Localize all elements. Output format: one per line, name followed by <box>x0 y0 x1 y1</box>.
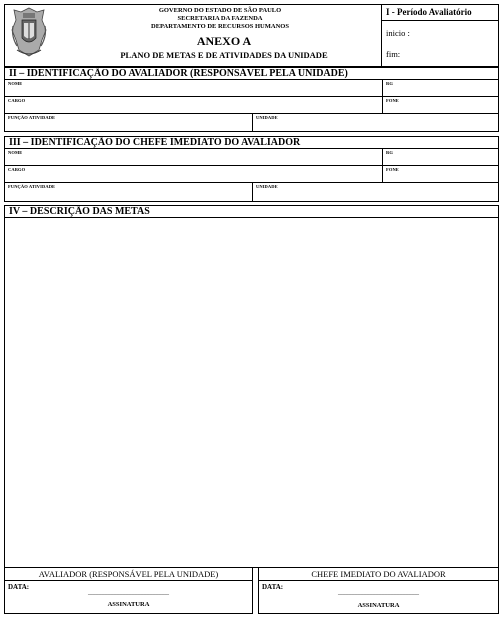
supervisor-unit-field[interactable] <box>252 182 499 202</box>
evaluator-function-field[interactable] <box>4 113 253 132</box>
period-title: I - Período Avaliatório <box>386 7 472 17</box>
annex-subtitle: PLANO DE METAS E DE ATIVIDADES DA UNIDADE <box>120 50 328 60</box>
signature-right-title: CHEFE IMEDIATO DO AVALIADOR <box>311 569 446 579</box>
evaluator-cargo-field[interactable] <box>4 96 383 114</box>
signature-left-line[interactable]: ___________________________ <box>88 590 169 596</box>
period-end-field[interactable]: fim: <box>386 49 401 59</box>
signature-left-title: AVALIADOR (RESPONSÁVEL PELA UNIDADE) <box>38 569 219 579</box>
government-name: GOVERNO DO ESTADO DE SÃO PAULO <box>158 7 282 14</box>
annex-title: ANEXO A <box>196 34 252 48</box>
evaluator-section-title-text: II – IDENTIFICAÇÃO DO AVALIADOR (RESPONSÁVEL PELA UNIDADE) <box>9 68 348 79</box>
supervisor-name-field[interactable] <box>4 148 383 166</box>
supervisor-cargo-label: CARGO <box>8 167 26 172</box>
period-title-underline <box>381 20 499 21</box>
goals-description-area[interactable] <box>4 217 499 568</box>
signature-right-line[interactable]: ___________________________ <box>338 590 419 596</box>
evaluator-phone-field[interactable] <box>382 96 499 114</box>
signature-left-title-divider <box>4 580 253 581</box>
signature-right-sign-label: ASSINATURA <box>357 602 400 609</box>
signature-left-sign-label: ASSINATURA <box>107 601 150 608</box>
supervisor-name-label: NOME <box>8 150 23 155</box>
secretariat-name: SECRETARIA DA FAZENDA <box>177 15 263 22</box>
supervisor-rg-label: RG <box>386 150 393 155</box>
supervisor-phone-field[interactable] <box>382 165 499 183</box>
supervisor-function-label: FUNÇÃO ATIVIDADE <box>8 184 56 189</box>
evaluator-name-label: NOME <box>8 81 23 86</box>
supervisor-cargo-field[interactable] <box>4 165 383 183</box>
supervisor-function-field[interactable] <box>4 182 253 202</box>
evaluator-unit-field[interactable] <box>252 113 499 132</box>
supervisor-rg-field[interactable] <box>382 148 499 166</box>
state-coat-of-arms-icon <box>9 6 49 58</box>
evaluator-function-label: FUNÇÃO ATIVIDADE <box>8 115 56 120</box>
evaluator-phone-label: FONE <box>386 98 399 103</box>
evaluator-rg-field[interactable] <box>382 79 499 97</box>
supervisor-phone-label: FONE <box>386 167 399 172</box>
goals-section-title-text: IV – DESCRIÇÃO DAS METAS <box>9 206 150 217</box>
department-name: DEPARTAMENTO DE RECURSOS HUMANOS <box>151 23 289 30</box>
evaluator-rg-label: RG <box>386 81 393 86</box>
signature-left-date-label: DATA: <box>8 583 30 591</box>
signature-right-date-label: DATA: <box>262 583 284 591</box>
evaluator-unit-label: UNIDADE <box>256 115 278 120</box>
signature-right-title-divider <box>258 580 499 581</box>
supervisor-unit-label: UNIDADE <box>256 184 278 189</box>
supervisor-section-title-text: III – IDENTIFICAÇÃO DO CHEFE IMEDIATO DO AVALIADOR <box>9 137 301 148</box>
evaluator-cargo-label: CARGO <box>8 98 26 103</box>
period-start-field[interactable]: inicio : <box>386 28 410 38</box>
evaluator-name-field[interactable] <box>4 79 383 97</box>
